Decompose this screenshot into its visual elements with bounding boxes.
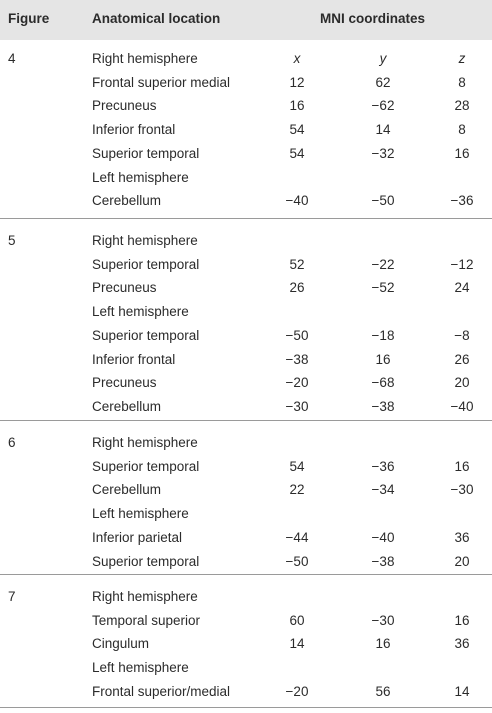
- coordinate-x: 14: [289, 636, 305, 652]
- table-row: [0, 478, 492, 502]
- table-row: [0, 229, 492, 253]
- coordinate-z: 20: [454, 553, 470, 569]
- coordinate-x: −30: [285, 398, 309, 414]
- anatomical-location: Inferior frontal: [92, 351, 176, 367]
- coordinate-z: 36: [454, 529, 470, 545]
- table-row: [0, 71, 492, 95]
- group-divider: [0, 420, 492, 421]
- group-divider: [0, 218, 492, 219]
- coordinate-y: −36: [371, 458, 395, 474]
- anatomical-location: Cerebellum: [92, 482, 162, 498]
- anatomical-location: Superior temporal: [92, 458, 200, 474]
- coordinate-y: −30: [371, 612, 395, 628]
- anatomical-location: Precuneus: [92, 98, 157, 114]
- coordinate-y: −22: [371, 256, 395, 272]
- table-row: [0, 585, 492, 609]
- anatomical-location: Precuneus: [92, 280, 157, 296]
- coordinate-z: 16: [454, 145, 470, 161]
- table-row: [0, 455, 492, 479]
- coordinate-y: −32: [371, 145, 395, 161]
- table-row: [0, 526, 492, 550]
- coordinate-z: −30: [450, 482, 474, 498]
- coordinate-x: x: [293, 51, 301, 66]
- coordinate-y: −52: [371, 280, 395, 296]
- table-row: [0, 371, 492, 395]
- anatomical-location: Left hemisphere: [92, 660, 189, 676]
- anatomical-location: Right hemisphere: [92, 589, 198, 604]
- table-row: [0, 253, 492, 277]
- coordinate-x: 22: [289, 482, 305, 498]
- coordinate-z: −36: [450, 193, 474, 209]
- coordinate-y: −40: [371, 529, 395, 545]
- coordinate-z: 14: [454, 683, 470, 699]
- anatomical-location: Cerebellum: [92, 398, 162, 414]
- group-divider: [0, 574, 492, 575]
- coordinate-x: 16: [289, 98, 305, 114]
- table-row: [0, 632, 492, 656]
- coordinate-y: y: [379, 51, 387, 66]
- coordinate-y: 62: [375, 74, 391, 90]
- coordinate-x: 54: [289, 458, 305, 474]
- coordinate-z: 8: [458, 74, 466, 90]
- coordinate-y: 16: [375, 636, 391, 652]
- coordinate-z: 20: [454, 375, 470, 391]
- coordinate-z: z: [458, 51, 466, 66]
- coordinate-y: −38: [371, 398, 395, 414]
- anatomical-location: Temporal superior: [92, 612, 201, 628]
- table-row: [0, 94, 492, 118]
- coordinate-z: 28: [454, 98, 470, 114]
- table-row: [0, 609, 492, 633]
- coordinate-x: −40: [285, 193, 309, 209]
- table-row: [0, 47, 492, 71]
- anatomical-location: Left hemisphere: [92, 304, 189, 320]
- coordinate-y: 16: [375, 351, 391, 367]
- coordinate-y: 56: [375, 683, 391, 699]
- coordinate-z: 16: [454, 612, 470, 628]
- coordinate-x: −38: [285, 351, 309, 367]
- table-row: [0, 680, 492, 704]
- anatomical-location: Cingulum: [92, 636, 150, 652]
- anatomical-location: Precuneus: [92, 375, 157, 391]
- anatomical-location: Right hemisphere: [92, 233, 198, 248]
- group-divider: [0, 707, 492, 708]
- coordinate-z: 26: [454, 351, 470, 367]
- anatomical-location: Right hemisphere: [92, 51, 198, 66]
- coordinate-z: 16: [454, 458, 470, 474]
- coordinate-x: 52: [289, 256, 305, 272]
- coordinate-x: 26: [289, 280, 305, 296]
- anatomical-location: Frontal superior/medial: [92, 683, 231, 699]
- coordinate-x: 12: [289, 74, 305, 90]
- table-row: [0, 189, 492, 213]
- table-row: [0, 395, 492, 419]
- table-row: [0, 348, 492, 372]
- coordinate-y: −68: [371, 375, 395, 391]
- table-row: [0, 502, 492, 526]
- coordinate-x: −20: [285, 375, 309, 391]
- coordinate-z: −8: [454, 327, 470, 343]
- coordinate-z: −40: [450, 398, 474, 414]
- coordinate-y: −62: [371, 98, 395, 114]
- figure-number: 5: [8, 233, 16, 248]
- anatomical-location: Superior temporal: [92, 553, 200, 569]
- table-row: [0, 300, 492, 324]
- coordinate-y: −38: [371, 553, 395, 569]
- anatomical-location: Superior temporal: [92, 327, 200, 343]
- anatomical-location: Right hemisphere: [92, 435, 198, 450]
- anatomical-location: Superior temporal: [92, 145, 200, 161]
- table-row: [0, 431, 492, 455]
- figure-number: 4: [8, 51, 16, 66]
- table-row: [0, 550, 492, 574]
- table-row: [0, 142, 492, 166]
- coordinate-y: −50: [371, 193, 395, 209]
- coordinate-y: 14: [375, 122, 391, 138]
- table-row: [0, 118, 492, 142]
- coordinate-z: 24: [454, 280, 470, 296]
- anatomical-location: Inferior parietal: [92, 529, 183, 545]
- table-row: [0, 656, 492, 680]
- table-row: [0, 324, 492, 348]
- coordinate-x: 60: [289, 612, 305, 628]
- anatomical-location: Frontal superior medial: [92, 74, 231, 90]
- anatomical-location: Left hemisphere: [92, 169, 189, 185]
- coordinate-x: −50: [285, 327, 309, 343]
- figure-number: 6: [8, 435, 16, 450]
- header-mni-coordinates: MNI coordinates: [320, 11, 426, 26]
- coordinate-y: −18: [371, 327, 395, 343]
- anatomical-location: Cerebellum: [92, 193, 162, 209]
- coordinate-x: −20: [285, 683, 309, 699]
- anatomical-location: Left hemisphere: [92, 506, 189, 522]
- coordinate-z: 8: [458, 122, 466, 138]
- anatomical-location: Inferior frontal: [92, 122, 176, 138]
- coordinate-z: −12: [450, 256, 474, 272]
- table-header: [0, 0, 492, 40]
- table-row: [0, 166, 492, 190]
- coordinate-z: 36: [454, 636, 470, 652]
- coordinate-y: −34: [371, 482, 395, 498]
- anatomical-location: Superior temporal: [92, 256, 200, 272]
- coordinate-x: 54: [289, 145, 305, 161]
- header-figure: Figure: [8, 11, 50, 26]
- header-anatomical-location: Anatomical location: [92, 11, 221, 26]
- figure-number: 7: [8, 589, 16, 604]
- coordinate-x: −50: [285, 553, 309, 569]
- table-row: [0, 276, 492, 300]
- coordinate-x: 54: [289, 122, 305, 138]
- coordinate-x: −44: [285, 529, 309, 545]
